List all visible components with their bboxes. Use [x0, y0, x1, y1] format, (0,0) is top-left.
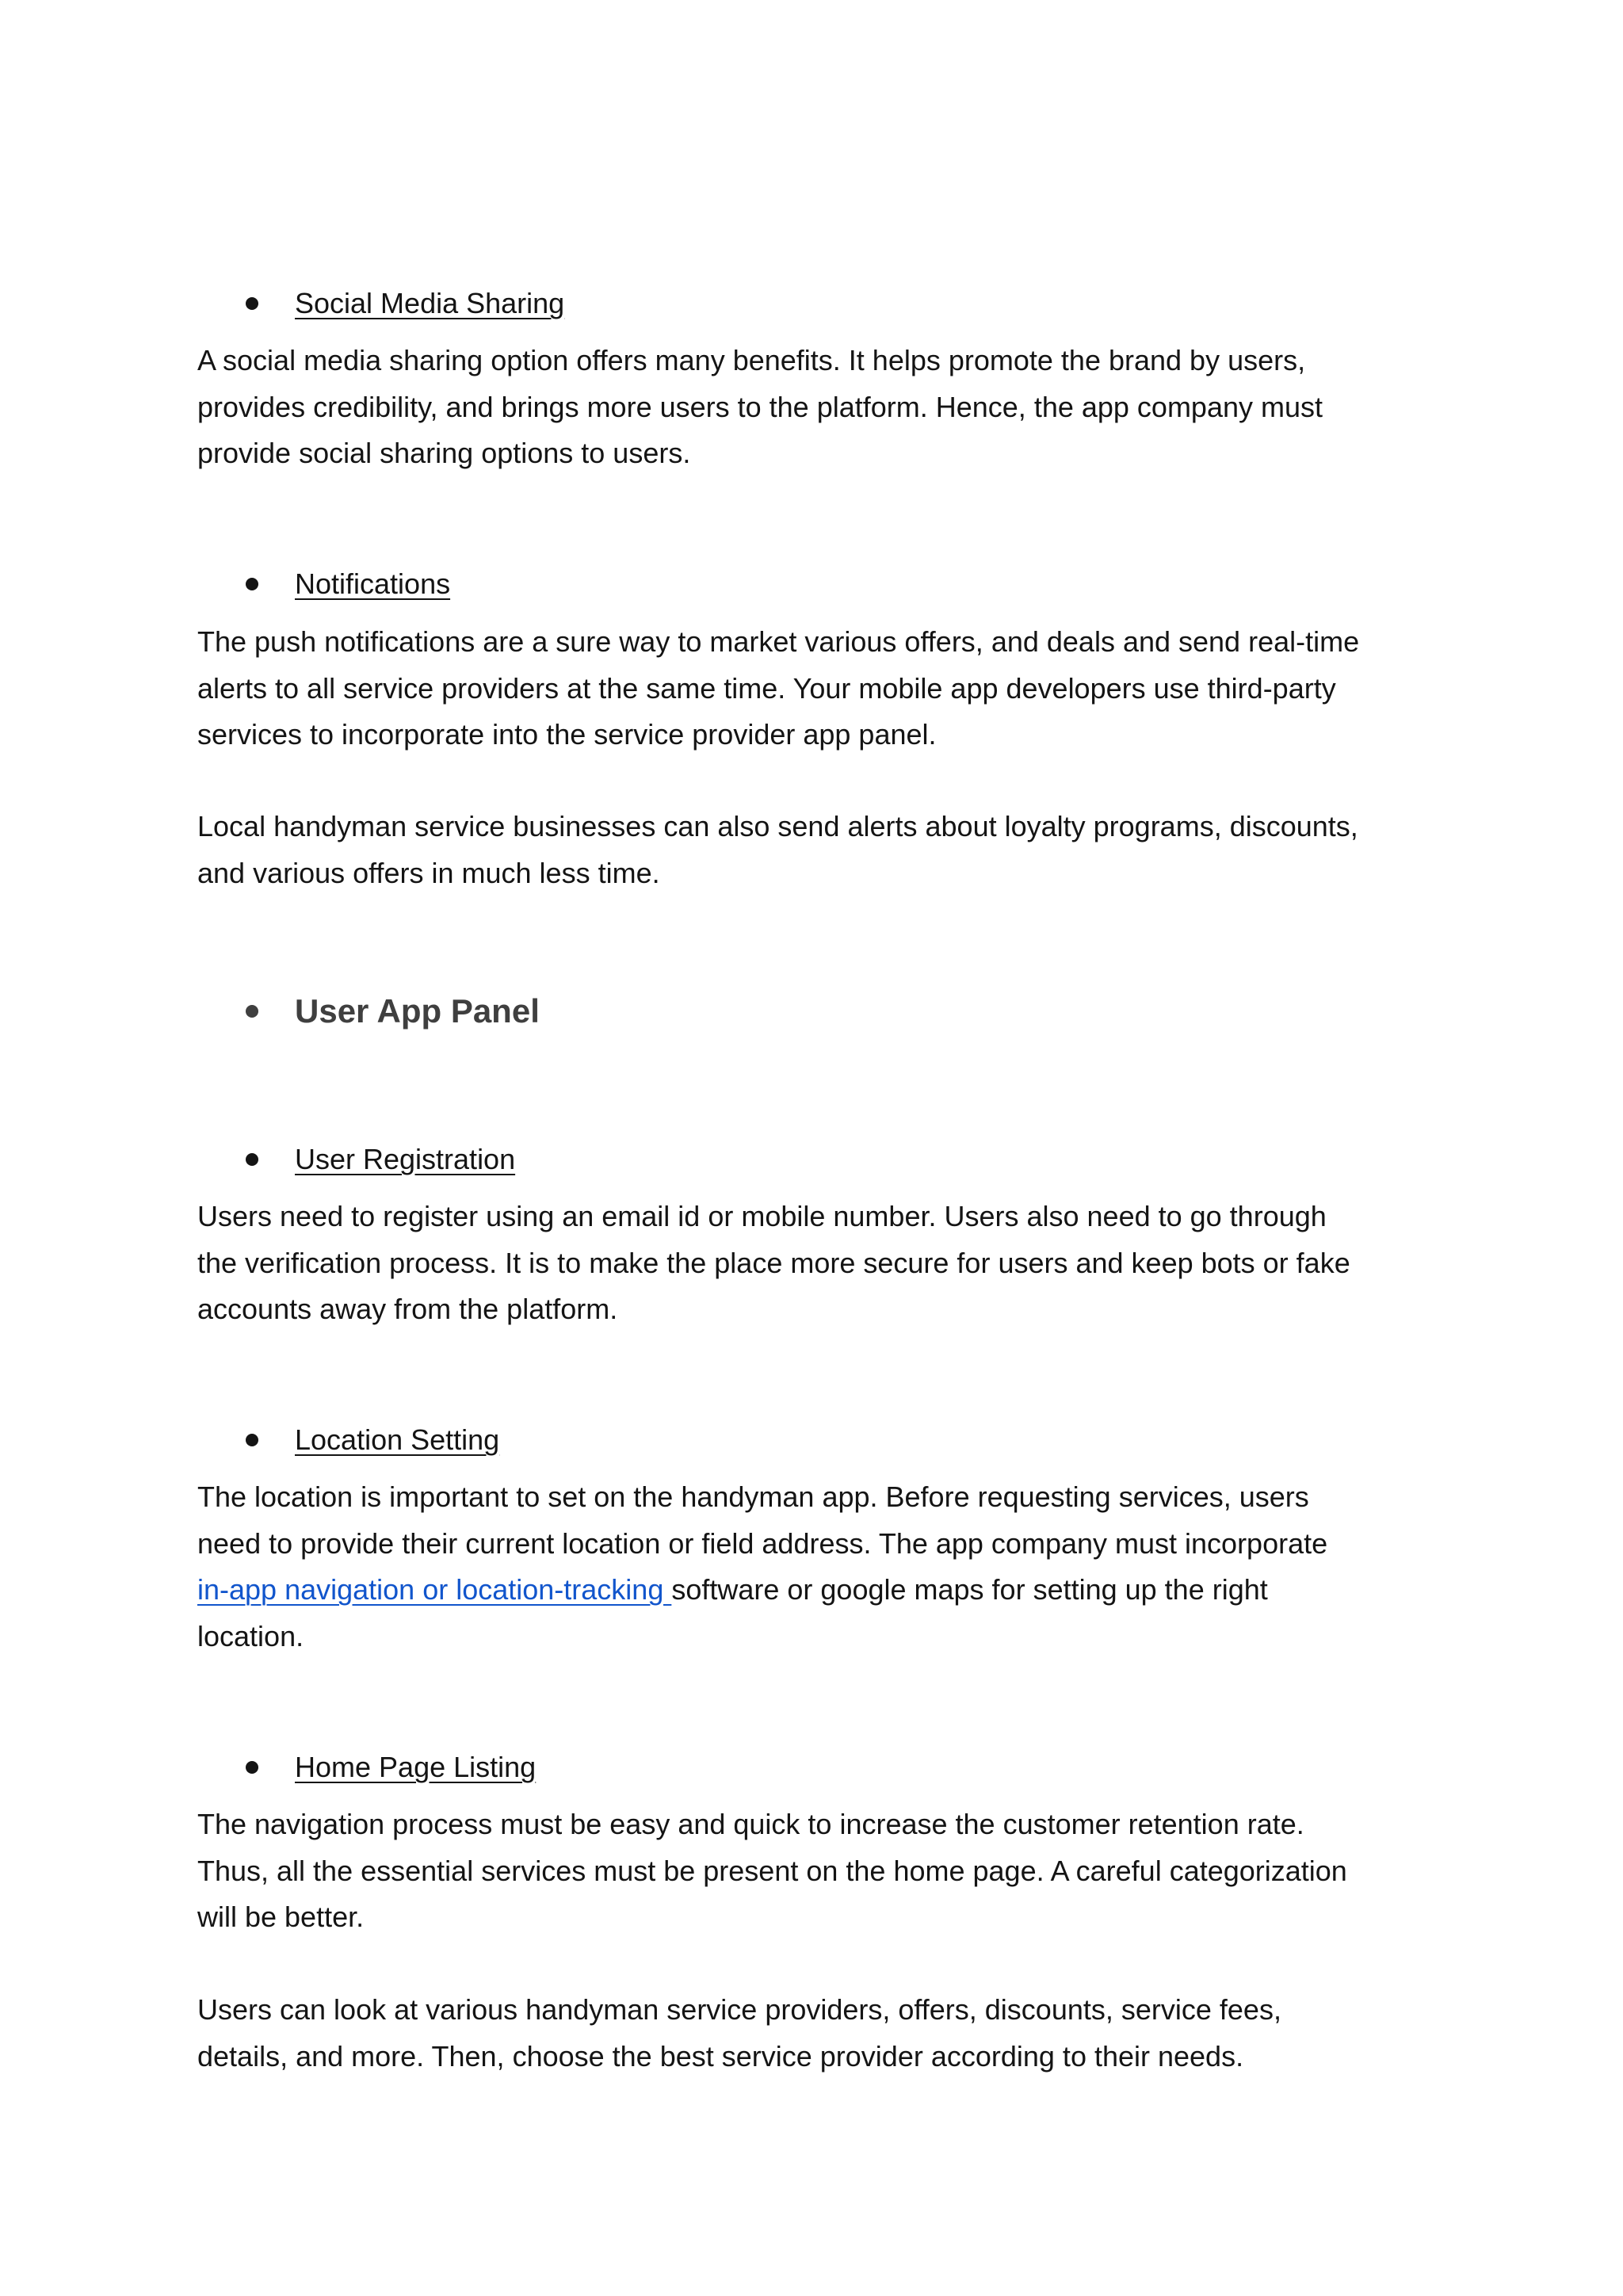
text-line: alerts to all service providers at the same time. Your mobile app developers use third-party — [197, 671, 1336, 705]
bullet-dot-icon — [246, 578, 258, 590]
subheading-location-setting: Location Setting — [295, 1423, 500, 1456]
text-line: Users can look at various handyman service providers, offers, discounts, service fees, — [197, 1993, 1281, 2026]
paragraph-notifications-1 — [197, 619, 1434, 758]
paragraph-home-page-listing-2 — [197, 1987, 1434, 2080]
paragraph-location-setting — [197, 1474, 1434, 1660]
subheading-home-page-listing: Home Page Listing — [295, 1751, 537, 1783]
bullet-dot-icon — [246, 1761, 258, 1774]
text-line: accounts away from the platform. — [197, 1293, 618, 1325]
bullet-home-page-listing — [246, 1744, 536, 1790]
bullet-dot-icon — [246, 1005, 258, 1018]
paragraph-user-registration — [197, 1194, 1434, 1333]
text-line: and various offers in much less time. — [197, 856, 660, 889]
bullet-user-registration — [246, 1137, 515, 1182]
paragraph-notifications-2 — [197, 804, 1434, 896]
text-line: the verification process. It is to make the place more secure for users and keep bots or fake — [197, 1246, 1350, 1279]
bullet-dot-icon — [246, 297, 258, 310]
bullet-notifications — [246, 561, 450, 607]
text-line: provides credibility, and brings more users to the platform. Hence, the app company must — [197, 390, 1323, 423]
bullet-dot-icon — [246, 1434, 258, 1446]
text-line: A social media sharing option offers many benefits. It helps promote the brand by users, — [197, 344, 1306, 376]
text-line: Thus, all the essential services must be present on the home page. A careful categorization — [197, 1854, 1347, 1887]
bullet-social-media-sharing — [246, 281, 564, 327]
text-line: details, and more. Then, choose the best service provider according to their needs. — [197, 2039, 1244, 2073]
text-line: The navigation process must be easy and quick to increase the customer retention rate. — [197, 1808, 1304, 1840]
text-line: provide social sharing options to users. — [197, 437, 691, 469]
subheading-notifications: Notifications — [295, 567, 451, 600]
text-line-with-link — [197, 1567, 1434, 1614]
text-line: services to incorporate into the service provider app panel. — [197, 718, 937, 751]
bullet-user-app-panel — [246, 988, 540, 1034]
subheading-social-media-sharing: Social Media Sharing — [295, 287, 565, 319]
bullet-location-setting — [246, 1417, 499, 1463]
text-line: Local handyman service businesses can also send alerts about loyalty programs, discounts, — [197, 810, 1358, 842]
text-line: location. — [197, 1619, 304, 1652]
paragraph-social-media-sharing — [197, 338, 1434, 477]
text-after-link: software or google maps for setting up the right — [671, 1573, 1268, 1606]
in-app-navigation-link[interactable]: in-app navigation or location-tracking — [197, 1573, 672, 1606]
text-line: need to provide their current location or field address. The app company must incorporate — [197, 1526, 1328, 1560]
subheading-user-registration: User Registration — [295, 1143, 516, 1175]
paragraph-home-page-listing-1 — [197, 1801, 1434, 1941]
bullet-dot-icon — [246, 1153, 258, 1166]
text-line: Users need to register using an email id or mobile number. Users also need to go through — [197, 1200, 1327, 1232]
text-line: The location is important to set on the handyman app. Before requesting services, users — [197, 1480, 1309, 1513]
heading-user-app-panel: User App Panel — [295, 992, 540, 1030]
text-line: The push notifications are a sure way to market various offers, and deals and send real-time — [197, 625, 1360, 658]
text-line: will be better. — [197, 1901, 365, 1933]
